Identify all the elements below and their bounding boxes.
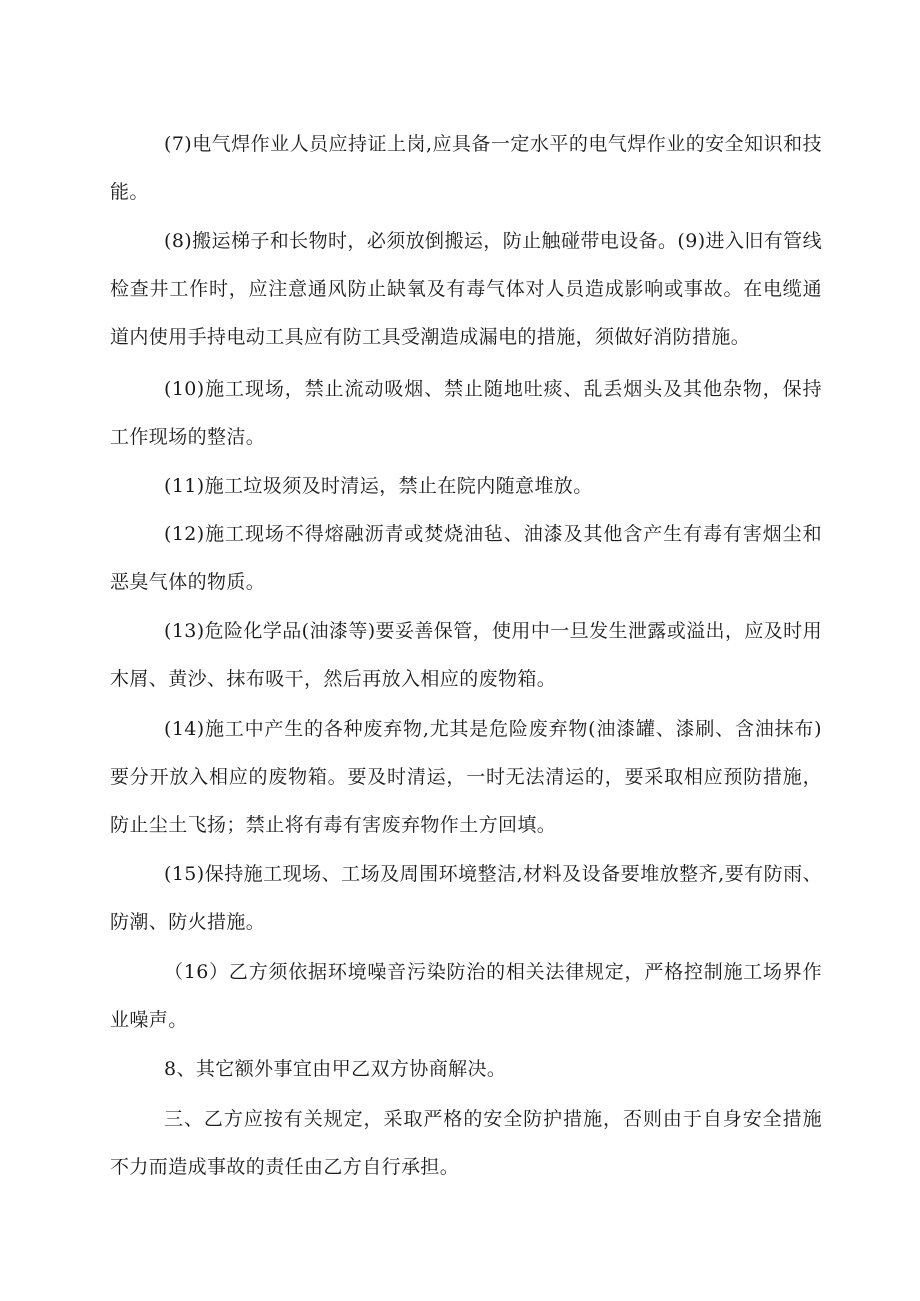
paragraph-item-15: (15)保持施工现场、工场及周围环境整洁,材料及设备要堆放整齐,要有防雨、防潮、防火措施。: [110, 863, 822, 933]
paragraph-item-14: (14)施工中产生的各种废弃物,尤其是危险废弃物(油漆罐、漆刷、含油抹布)要分开放入相应的废物箱。要及时清运，一时无法清运的，要采取相应预防措施，防止尘土飞扬；禁止将有毒有害废弃物作土方回填。: [110, 718, 822, 836]
paragraph-item-10: (10)施工现场，禁止流动吸烟、禁止随地吐痰、乱丢烟头及其他杂物，保持工作现场的整洁。: [110, 378, 822, 448]
paragraph-item-8-9: (8)搬运梯子和长物时，必须放倒搬运，防止触碰带电设备。(9)进入旧有管线检查井工作时，应注意通风防止缺氧及有毒气体对人员造成影响或事故。在电缆通道内使用手持电动工具应有防工具受潮造成漏电的措施，须做好消防措施。: [110, 230, 822, 348]
paragraph-item-7: (7)电气焊作业人员应持证上岗,应具备一定水平的电气焊作业的安全知识和技能。: [110, 133, 822, 203]
paragraph-section-8: 8、其它额外事宜由甲乙双方协商解决。: [164, 1058, 507, 1080]
paragraph-item-11: (11)施工垃圾须及时清运，禁止在院内随意堆放。: [164, 475, 593, 497]
paragraph-item-16: （16）乙方须依据环境噪音污染防治的相关法律规定，严格控制施工场界作业噪声。: [110, 961, 822, 1031]
paragraph-section-3: 三、乙方应按有关规定，采取严格的安全防护措施，否则由于自身安全措施不力而造成事故的责任由乙方自行承担。: [110, 1108, 822, 1178]
paragraph-item-13: (13)危险化学品(油漆等)要妥善保管，使用中一旦发生泄露或溢出，应及时用木屑、黄沙、抹布吸干，然后再放入相应的废物箱。: [110, 620, 822, 690]
paragraph-item-12: (12)施工现场不得熔融沥青或焚烧油毡、油漆及其他含产生有毒有害烟尘和恶臭气体的物质。: [110, 523, 822, 593]
